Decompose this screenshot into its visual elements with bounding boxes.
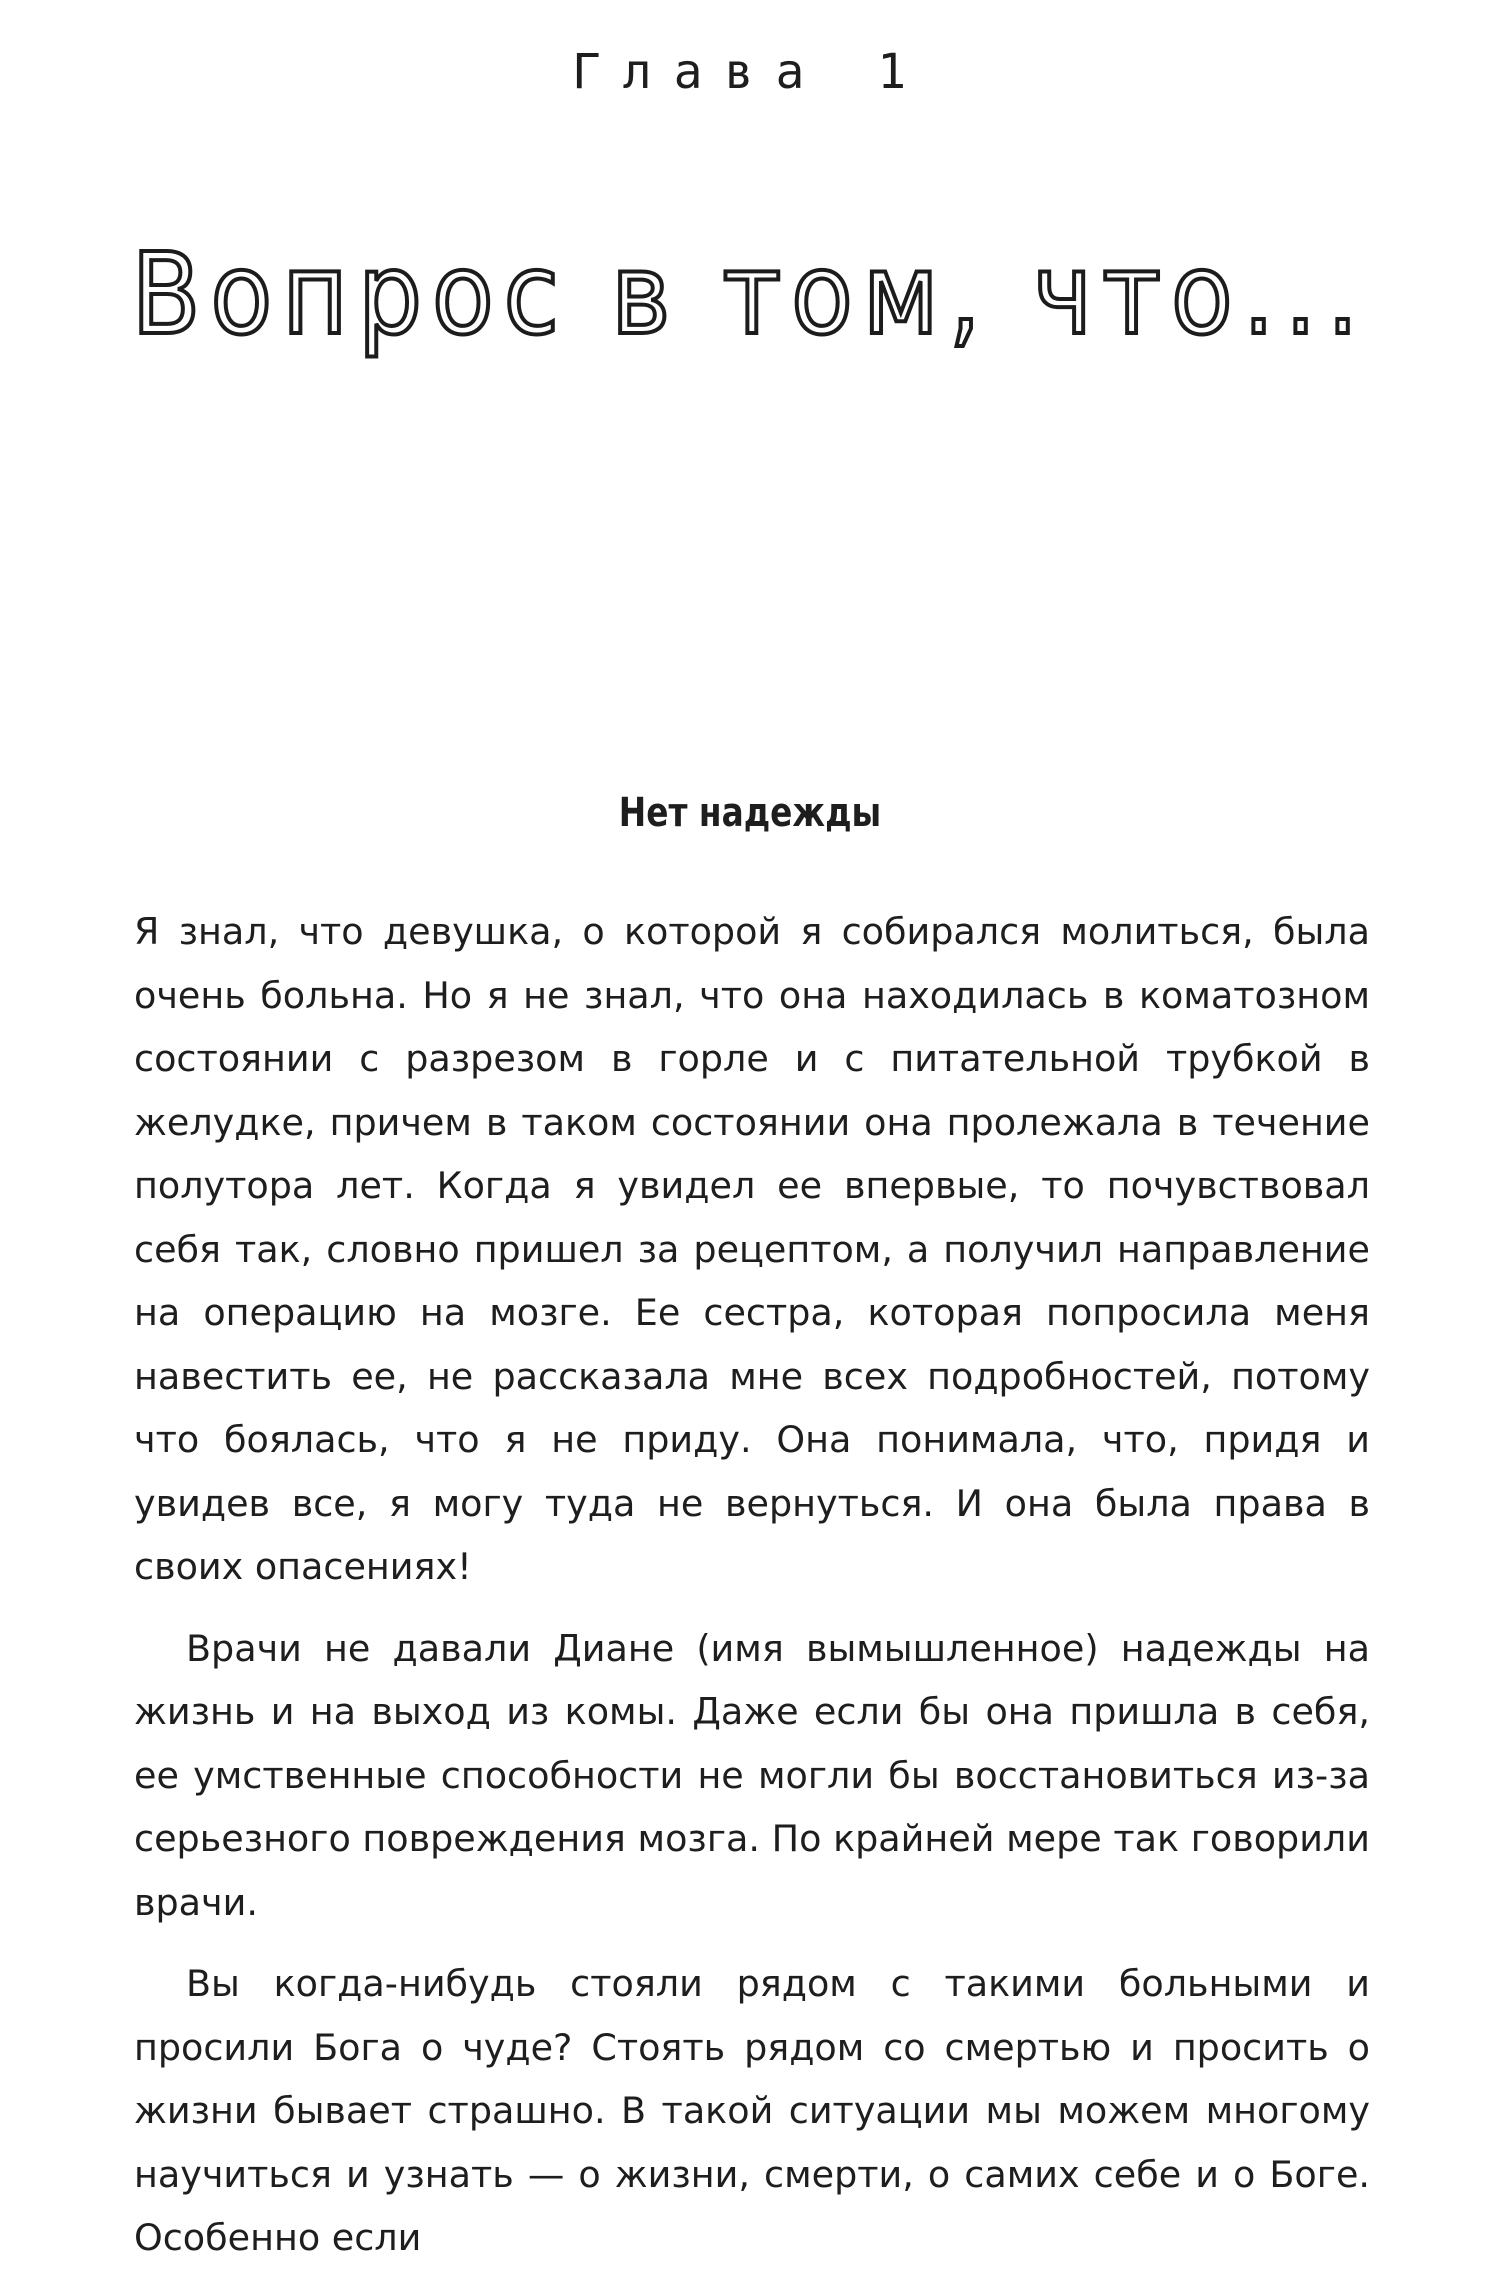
body-text bbox=[134, 900, 1370, 2288]
paragraph: Врачи не давали Диане (имя вымышленное) надежды на жизнь и на выход из комы. Даже если бы она пришла в себя, ее умственные способности не могли бы восстановиться из-за серьезного повреждения мозга. По крайней мере так говорили врачи. bbox=[134, 1626, 1370, 1924]
chapter-label: Глава 1 bbox=[571, 44, 929, 100]
section-heading: Нет надежды bbox=[618, 790, 882, 836]
chapter-title: Вопрос в том, что... bbox=[131, 230, 1369, 360]
paragraph: Я знал, что девушка, о которой я собирался молиться, была очень больна. Но я не знал, что она находилась в коматозном состоянии с разрезом в горле и с питательной трубкой в желудке, причем в таком состоянии она пролежала в течение полутора лет. Когда я увидел ее впервые, то почувствовал себя так, словно пришел за рецептом, а получил направление на операцию на мозге. Ее сестра, которая попросила меня навестить ее, не рассказала мне всех подробностей, потому что боялась, что я не приду. Она понимала, что, придя и увидев все, я могу туда не вернуться. И она была права в своих опасениях! bbox=[134, 910, 1370, 1588]
paragraph: Вы когда-нибудь стояли рядом с такими больными и просили Бога о чуде? Стоять рядом со смертью и просить о жизни бывает страшно. В такой ситуации мы можем многому научиться и узнать — о жизни, смерти, о самих себе и о Боге. Особенно если bbox=[134, 1962, 1370, 2259]
